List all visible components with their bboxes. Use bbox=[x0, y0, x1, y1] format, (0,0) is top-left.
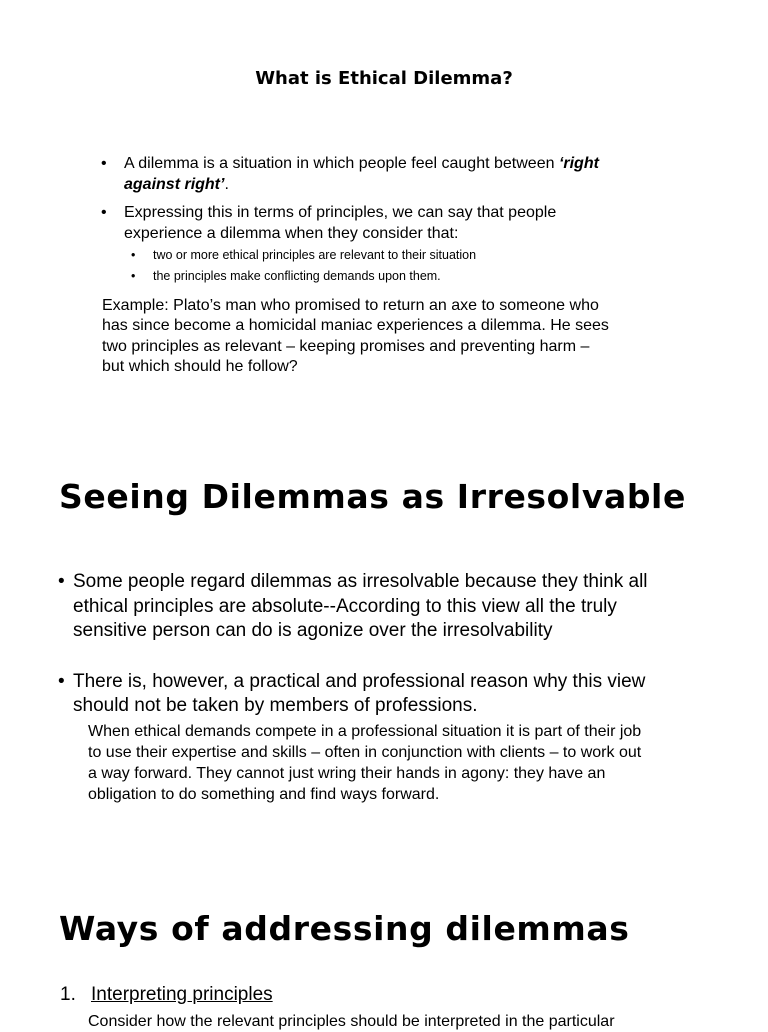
s2-bullet-2-line-2: should not be taken by members of professions. bbox=[73, 695, 478, 716]
s2-bullet-1-line-3: sensitive person can do is agonize over the irresolvability bbox=[73, 620, 553, 641]
bullet-1-line-1: A dilemma is a situation in which people feel caught between ‘right bbox=[124, 155, 599, 172]
bullet-glyph: • bbox=[101, 204, 107, 221]
slide1-title: What is Ethical Dilemma? bbox=[255, 68, 513, 89]
bullet-glyph: • bbox=[131, 269, 136, 283]
example-line-2: has since become a homicidal maniac experiences a dilemma. He sees bbox=[102, 317, 609, 334]
note-line-2: to use their expertise and skills – often in conjunction with clients – to work out bbox=[88, 744, 642, 761]
item-number: 1. bbox=[60, 984, 76, 1005]
slide3-heading: Ways of addressing dilemmas bbox=[59, 909, 630, 948]
bullet-2-line-1: Expressing this in terms of principles, we can say that people bbox=[124, 204, 557, 221]
bullet-glyph: • bbox=[58, 571, 65, 592]
bullet-glyph: • bbox=[101, 155, 107, 172]
sub-bullet-2: the principles make conflicting demands upon them. bbox=[153, 269, 441, 283]
example-line-4: but which should he follow? bbox=[102, 358, 298, 375]
slide2-heading: Seeing Dilemmas as Irresolvable bbox=[59, 477, 686, 516]
note-line-3: a way forward. They cannot just wring their hands in agony: they have an bbox=[88, 765, 606, 782]
s2-bullet-1-line-1: Some people regard dilemmas as irresolvable because they think all bbox=[73, 571, 648, 592]
note-line-4: obligation to do something and find ways forward. bbox=[88, 786, 440, 803]
item-text: Consider how the relevant principles should be interpreted in the particular bbox=[88, 1013, 615, 1030]
bullet-glyph: • bbox=[58, 671, 65, 692]
item-label: Interpreting principles bbox=[91, 984, 273, 1005]
bullet-1-line-2: against right’. bbox=[124, 176, 229, 193]
note-line-1: When ethical demands compete in a professional situation it is part of their job bbox=[88, 723, 642, 740]
bullet-glyph: • bbox=[131, 248, 136, 262]
example-line-1: Example: Plato’s man who promised to return an axe to someone who bbox=[102, 297, 599, 314]
example-line-3: two principles as relevant – keeping promises and preventing harm – bbox=[102, 338, 590, 355]
bullet-2-line-2: experience a dilemma when they consider that: bbox=[124, 225, 459, 242]
s2-bullet-2-line-1: There is, however, a practical and professional reason why this view bbox=[73, 671, 646, 692]
sub-bullet-1: two or more ethical principles are relevant to their situation bbox=[153, 248, 477, 262]
s2-bullet-1-line-2: ethical principles are absolute--According to this view all the truly bbox=[73, 596, 617, 617]
